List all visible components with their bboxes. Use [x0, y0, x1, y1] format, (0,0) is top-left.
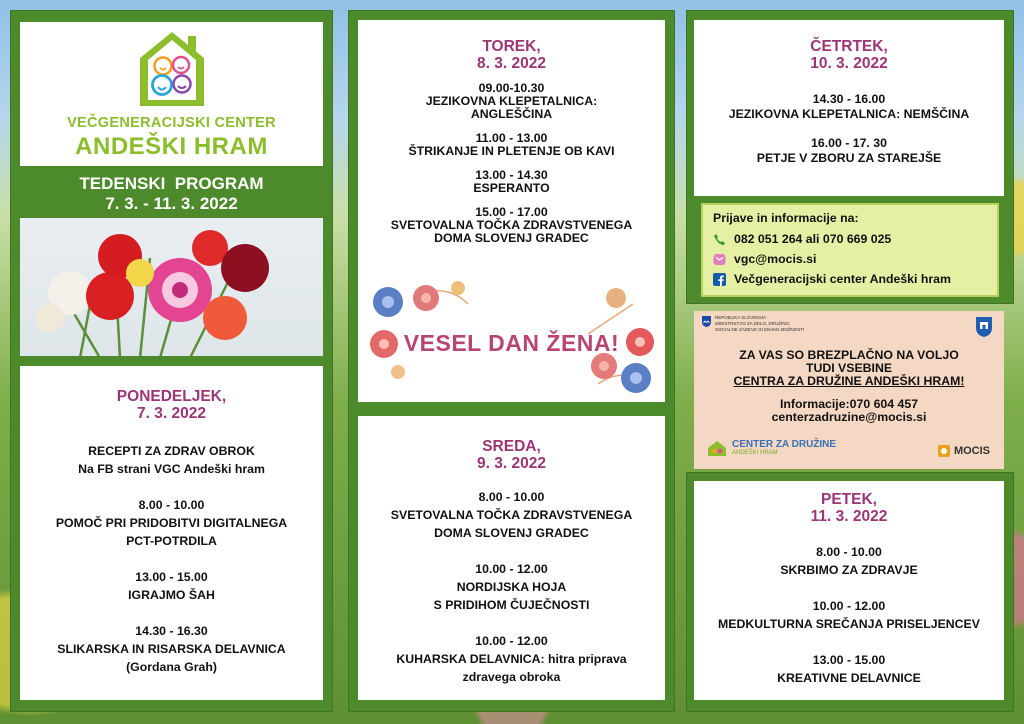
event-text: JEZIKOVNA KLEPETALNICA:	[425, 94, 598, 108]
thursday-card	[694, 20, 1004, 196]
event-time: 16.00 - 17. 30	[811, 136, 887, 150]
event-text: SVETOVALNA TOČKA ZDRAVSTVENEGA	[390, 218, 633, 232]
thursday-date: 10. 3. 2022	[810, 55, 888, 72]
event-text: (Gordana Grah)	[126, 660, 217, 674]
event-text: SVETOVALNA TOČKA ZDRAVSTVENEGA	[390, 508, 633, 522]
friday-card	[694, 481, 1004, 700]
mocis-logo	[938, 445, 990, 457]
tuesday-card	[358, 20, 665, 402]
carnation-flowers-photo	[20, 218, 323, 356]
family-line: TUDI VSEBINE	[805, 361, 893, 375]
family-logo-sub: ANDEŠKI HRAM	[732, 450, 778, 456]
center-za-druzine-logo	[706, 439, 836, 457]
event-time: 10.00 - 12.00	[812, 599, 886, 613]
wednesday-event	[358, 632, 665, 686]
email-icon	[713, 253, 726, 266]
event-text: SLIKARSKA IN RISARSKA DELAVNICA	[57, 642, 286, 656]
event-text: NORDIJSKA HOJA	[456, 580, 567, 594]
wednesday-card	[358, 416, 665, 700]
program-dates: 7. 3. - 11. 3. 2022	[105, 194, 238, 213]
event-text: KUHARSKA DELAVNICA: hitra priprava	[396, 652, 627, 666]
thursday-event	[694, 92, 1004, 122]
event-text: POMOČ PRI PRIDOBITVI DIGITALNEGA	[55, 516, 288, 530]
event-time: 13.00 - 14.30	[475, 168, 548, 182]
org-subtitle: VEČGENERACIJSKI CENTER	[67, 115, 276, 131]
event-time: 14.30 - 16.30	[135, 624, 208, 638]
family-logo-main: CENTER ZA DRUŽINE	[732, 439, 837, 450]
event-time: 15.00 - 17.00	[475, 205, 548, 219]
event-text: PCT-POTRDILA	[126, 534, 217, 548]
municipality-crest-icon	[976, 317, 992, 337]
tuesday-event	[358, 169, 665, 195]
tuesday-event	[358, 82, 665, 121]
thursday-day: ČETRTEK,	[810, 38, 888, 55]
contact-title: Prijave in informacije na:	[713, 211, 859, 225]
family-center-box	[694, 311, 1004, 469]
event-text: DOMA SLOVENJ GRADEC	[434, 526, 589, 540]
event-text: DOMA SLOVENJ GRADEC	[434, 231, 589, 245]
event-time: 14.30 - 16.00	[812, 92, 886, 106]
phone-icon	[713, 233, 726, 246]
contact-phone-row	[713, 232, 997, 246]
monday-event	[20, 622, 323, 676]
event-text: ESPERANTO	[473, 181, 550, 195]
contact-email-row	[713, 252, 997, 266]
friday-event	[694, 651, 1004, 687]
monday-event	[20, 496, 323, 550]
monday-day: PONEDELJEK,	[116, 388, 227, 405]
event-time: 11.00 - 13.00	[475, 131, 548, 145]
womens-day-greeting: VESEL DAN ŽENA!	[403, 330, 620, 356]
event-time: 8.00 - 10.00	[138, 498, 205, 512]
event-text: RECEPTI ZA ZDRAV OBROK	[88, 444, 255, 458]
event-text: SKRBIMO ZA ZDRAVJE	[780, 563, 918, 577]
event-text: ANGLEŠČINA	[470, 107, 553, 121]
ministry-line: SOCIALNE ZADEVE IN ENAKE MOŽNOSTI	[715, 327, 805, 332]
logo-card	[20, 22, 323, 166]
event-text: MEDKULTURNA SREČANJA PRISELJENCEV	[718, 617, 980, 631]
mocis-icon	[938, 445, 950, 457]
event-text: PETJE V ZBORU ZA STAREJŠE	[756, 151, 942, 165]
program-title-text: TEDENSKI PROGRAM	[79, 174, 264, 193]
ministry-line: MINISTRSTVO ZA DELO, DRUŽINO,	[715, 321, 791, 326]
event-text: JEZIKOVNA KLEPETALNICA: NEMŠČINA	[728, 107, 970, 121]
contact-facebook[interactable]: Večgeneracijski center Andeški hram	[734, 272, 951, 286]
friday-event	[694, 543, 1004, 579]
program-title	[20, 174, 323, 214]
contact-info-box	[701, 203, 999, 297]
tuesday-day: TOREK,	[482, 38, 541, 55]
event-time: 13.00 - 15.00	[135, 570, 208, 584]
tuesday-event	[358, 132, 665, 158]
friday-event	[694, 597, 1004, 633]
family-line-underlined: CENTRA ZA DRUŽINE ANDEŠKI HRAM!	[733, 374, 965, 388]
wednesday-day: SREDA,	[482, 438, 541, 455]
monday-date: 7. 3. 2022	[137, 405, 206, 422]
family-line: ZA VAS SO BREZPLAČNO NA VOLJO	[739, 348, 959, 362]
event-text: IGRAJMO ŠAH	[128, 588, 215, 602]
family-info-phone: Informacije:070 604 457	[779, 397, 919, 411]
thursday-event	[694, 136, 1004, 166]
tuesday-event	[358, 206, 665, 245]
event-time: 8.00 - 10.00	[816, 545, 882, 559]
monday-event	[20, 442, 323, 478]
mocis-text: MOCIS	[953, 445, 990, 457]
friday-date: 11. 3. 2022	[810, 508, 888, 525]
event-time: 8.00 - 10.00	[478, 490, 545, 504]
family-center-house-icon	[706, 439, 728, 457]
event-text: S PRIDIHOM ČUJEČNOSTI	[433, 598, 590, 612]
slovenia-coat-of-arms-icon	[702, 316, 711, 327]
contact-email[interactable]: vgc@mocis.si	[734, 252, 817, 266]
monday-event	[20, 568, 323, 604]
event-time: 10.00 - 12.00	[475, 562, 548, 576]
event-text: Na FB strani VGC Andeški hram	[78, 462, 265, 476]
ministry-header	[702, 315, 804, 333]
event-text: KREATIVNE DELAVNICE	[777, 671, 921, 685]
house-logo-icon	[136, 28, 208, 110]
tuesday-date: 8. 3. 2022	[477, 55, 546, 72]
wednesday-event	[358, 560, 665, 614]
facebook-icon	[713, 273, 726, 286]
family-info-email[interactable]: centerzadruzine@mocis.si	[771, 410, 927, 424]
org-name: ANDEŠKI HRAM	[75, 133, 268, 160]
wednesday-event	[358, 488, 665, 542]
event-text: zdravega obroka	[462, 670, 561, 684]
monday-card	[20, 366, 323, 700]
family-center-text	[694, 349, 1004, 424]
event-time: 10.00 - 12.00	[475, 634, 548, 648]
contact-phone[interactable]: 082 051 264 ali 070 669 025	[734, 232, 892, 246]
event-text: ŠTRIKANJE IN PLETENJE OB KAVI	[408, 144, 615, 158]
event-time: 13.00 - 15.00	[812, 653, 886, 667]
event-time: 09.00-10.30	[478, 81, 545, 95]
ministry-line: REPUBLIKA SLOVENIJA	[715, 315, 767, 320]
friday-day: PETEK,	[821, 491, 877, 508]
contact-facebook-row	[713, 272, 997, 286]
wednesday-date: 9. 3. 2022	[477, 455, 546, 472]
